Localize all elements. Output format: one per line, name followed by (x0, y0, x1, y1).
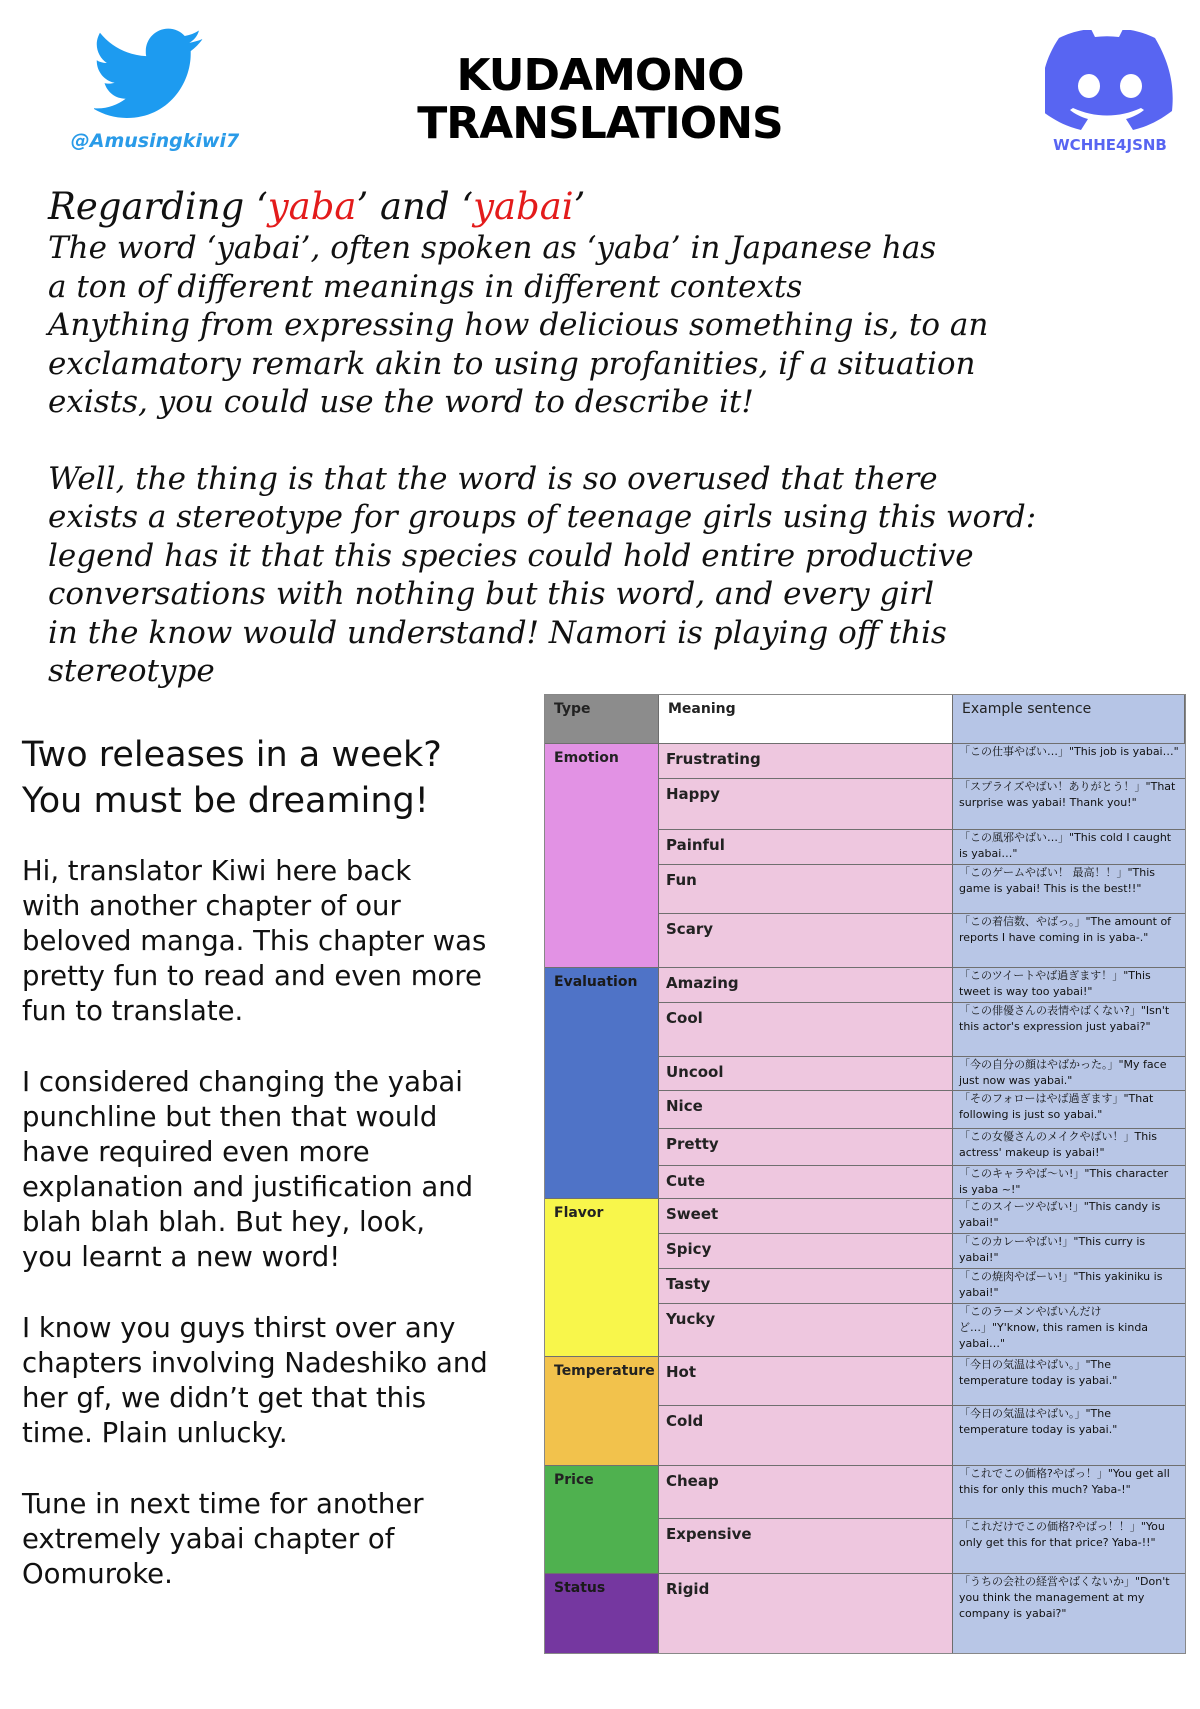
type-label: Evaluation (554, 974, 638, 990)
highlight-yaba: yaba (267, 185, 357, 228)
page-title (400, 52, 800, 148)
type-label: Emotion (554, 750, 619, 766)
meaning-cell: Fun (666, 871, 697, 889)
twitter-icon (94, 28, 204, 120)
promo-paragraph-2: I considered changing the yabai punchline but then that would have required even more explanation and justification and blah blah blah. But hey, look, you learnt a new word! (22, 1066, 474, 1273)
translation-note (48, 185, 1188, 691)
promo-paragraph-1: Hi, translator Kiwi here back with another chapter of our beloved manga. This chapter was pretty fun to read and even more fun to translate. (22, 855, 487, 1027)
example-cell: 「今日の気温はやばい。」"The temperature today is yabai." (959, 1407, 1118, 1436)
meaning-cell: Sweet (666, 1205, 719, 1223)
example-cell: 「この焼肉やばーい!」"This yakiniku is yabai!" (959, 1270, 1163, 1299)
meaning-cell: Scary (666, 920, 713, 938)
example-cell: 「このスイーツやばい!」"This candy is yabai!" (959, 1200, 1161, 1229)
header-meaning-label: Meaning (668, 701, 736, 717)
meaning-cell: Cheap (666, 1472, 719, 1490)
header-type-label: Type (554, 701, 591, 717)
translator-message (22, 732, 542, 1628)
header-type-cell (545, 695, 659, 743)
example-cell: 「この女優さんのメイクやばい！」This actress' makeup is yabai!" (959, 1130, 1158, 1159)
meaning-cell: Tasty (666, 1275, 711, 1293)
discord-invite-code: WCHHE4JSNB (1053, 136, 1167, 154)
meaning-cell: Expensive (666, 1525, 752, 1543)
example-cell: 「スプライズやばい！ありがとう！」"That surprise was yabai! Thank you!" (959, 780, 1176, 809)
meaning-cell: Cool (666, 1009, 703, 1027)
header-meaning-cell (659, 695, 953, 743)
note-paragraph-1: The word ‘yabai’, often spoken as ‘yaba’ in Japanese has a ton of different meanings in different contexts Anything from expressing how delicious something is, to an exclamatory remark akin to using profanities, if a situation exists, you could use the word to describe it! (48, 230, 989, 420)
promo-paragraph-4: Tune in next time for another extremely yabai chapter of Oomuroke. (22, 1488, 424, 1590)
meaning-cell: Pretty (666, 1135, 719, 1153)
example-cell: 「このツイートやば過ぎます！」"This tweet is way too yabai!" (959, 969, 1151, 998)
header-example-cell (953, 695, 1185, 743)
example-cell: 「この風邪やばい…」"This cold I caught is yabai…" (959, 831, 1172, 860)
title-line-2: TRANSLATIONS (417, 98, 783, 149)
meaning-cell: Yucky (666, 1310, 716, 1328)
yabai-meaning-table (544, 694, 1186, 1654)
example-cell: 「このゲームやばい！ 最高！！」"This game is yabai! This is the best!!" (959, 866, 1156, 895)
type-cell-emotion (545, 743, 659, 967)
type-cell-price (545, 1465, 659, 1573)
header-example-label: Example sentence (962, 701, 1092, 717)
twitter-handle: @Amusingkiwi7 (70, 130, 240, 152)
meaning-cell: Frustrating (666, 750, 761, 768)
example-cell: 「これでこの価格?やばっ！」"You get all this for only this much? Yaba-!" (959, 1467, 1170, 1496)
example-cell: 「今日の気温はやばい。」"The temperature today is yabai." (959, 1358, 1118, 1387)
meaning-cell: Uncool (666, 1063, 724, 1081)
title-line-1: KUDAMONO (456, 50, 744, 101)
meaning-cell: Rigid (666, 1580, 710, 1598)
note-paragraph-2: Well, the thing is that the word is so overused that there exists a stereotype for groups of teenage girls using this word: legend has it that this species could hold entire productive conversations with nothing but this word, and every girl in the know would understand! Namori is playing off this stereotype (48, 460, 1037, 689)
type-cell-evaluation (545, 967, 659, 1198)
type-cell-temperature (545, 1356, 659, 1465)
meaning-cell: Happy (666, 785, 720, 803)
type-label: Price (554, 1472, 594, 1488)
type-label: Status (554, 1580, 606, 1596)
example-cell: 「このラーメンやばいんだけど…」"Y'know, this ramen is kinda yabai…" (959, 1305, 1149, 1350)
type-label: Flavor (554, 1205, 604, 1221)
example-cell: 「このキャラやば～い!」"This character is yaba ~!" (959, 1167, 1169, 1196)
example-cell: 「この仕事やばい…」"This job is yabai…" (959, 745, 1179, 758)
discord-icon (1045, 30, 1175, 130)
type-cell-flavor (545, 1198, 659, 1356)
meaning-cell: Nice (666, 1097, 703, 1115)
type-cell-status (545, 1573, 659, 1653)
meaning-cell: Cold (666, 1412, 704, 1430)
example-cell: 「この着信数、やばっ。」"The amount of reports I have coming in is yaba-." (959, 915, 1172, 944)
meaning-cell: Amazing (666, 974, 739, 992)
type-label: Temperature (554, 1363, 655, 1379)
note-heading: Regarding ‘yaba’ and ‘yabai’ (48, 185, 586, 228)
example-cell: 「今の自分の顔はやばかった。」"My face just now was yabai." (959, 1058, 1167, 1087)
meaning-cell: Hot (666, 1363, 697, 1381)
example-cell: 「このカレーやばい!」"This curry is yabai!" (959, 1235, 1146, 1264)
example-cell: 「この俳優さんの表情やばくない?」"Isn't this actor's expression just yabai?" (959, 1004, 1170, 1033)
promo-headline: Two releases in a week? You must be dreaming! (22, 735, 442, 821)
meaning-cell: Cute (666, 1172, 706, 1190)
meaning-cell: Spicy (666, 1240, 712, 1258)
meaning-cell: Painful (666, 836, 725, 854)
example-cell: 「そのフォローはやば過ぎます」"That following is just so yabai." (959, 1092, 1154, 1121)
example-cell: 「これだけでこの価格?やばっ！！」"You only get this for that price? Yaba-!!" (959, 1520, 1165, 1549)
example-cell: 「うちの会社の経営やばくないか」"Don't you think the management at my company is yabai?" (959, 1575, 1170, 1620)
promo-paragraph-3: I know you guys thirst over any chapters involving Nadeshiko and her gf, we didn’t get that this time. Plain unlucky. (22, 1312, 488, 1449)
highlight-yabai: yabai (473, 185, 574, 228)
